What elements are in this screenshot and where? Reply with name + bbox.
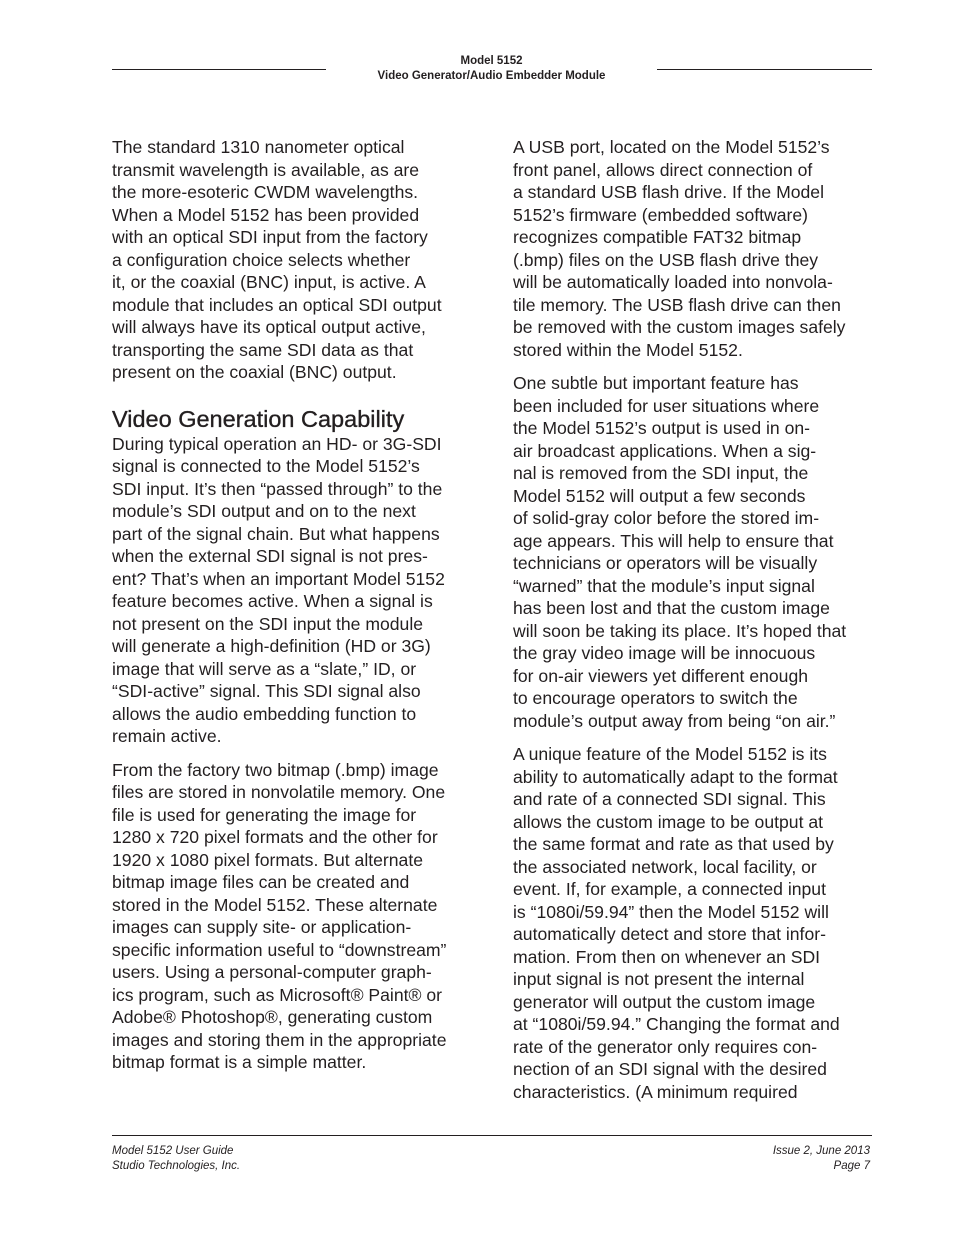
text-line: When a Model 5152 has been provided: [112, 204, 420, 225]
text-line: automatically detect and store that infor-: [513, 924, 826, 944]
text-line: rate of the generator only requires con-: [513, 1036, 818, 1057]
text-line: of solid-gray color before the stored im-: [513, 508, 820, 528]
right-column: [513, 136, 873, 1114]
text-line: “warned” that the module’s input signal: [513, 575, 815, 596]
text-line: front panel, allows direct connection of: [513, 159, 813, 180]
text-line: will generate a high-definition (HD or 3G): [112, 636, 431, 656]
text-line: Adobe® Photoshop®, generating custom: [112, 1007, 433, 1027]
text-line: characteristics. (A minimum required: [513, 1081, 798, 1102]
text-line: generator will output the custom image: [513, 991, 816, 1012]
text-line: remain active.: [112, 726, 222, 746]
text-line: ability to automatically adapt to the format: [513, 766, 838, 787]
text-line: nal is removed from the SDI input, the: [513, 463, 809, 483]
header-rule-right: [657, 69, 872, 70]
text-line: images can supply site- or application-: [112, 917, 412, 937]
intro-paragraph: [112, 136, 472, 384]
text-line: file is used for generating the image for: [112, 804, 417, 825]
footer-right: [773, 1144, 870, 1174]
text-line: module that includes an optical SDI output: [112, 294, 442, 315]
left-column: [112, 136, 472, 1085]
text-line: From the factory two bitmap (.bmp) image: [112, 759, 439, 780]
text-line: stored in the Model 5152. These alternate: [112, 894, 438, 915]
text-line: allows the custom image to be output at: [513, 811, 824, 832]
text-line: and rate of a connected SDI signal. This: [513, 789, 826, 809]
text-line: Model 5152 will output a few seconds: [513, 485, 806, 506]
text-line: The standard 1310 nanometer optical: [112, 137, 405, 157]
text-line: 1920 x 1080 pixel formats. But alternate: [112, 849, 424, 870]
usb-port-paragraph: [513, 136, 873, 361]
text-line: files are stored in nonvolatile memory. One: [112, 782, 446, 802]
text-line: is “1080i/59.94” then the Model 5152 will: [513, 901, 829, 922]
text-line: to encourage operators to switch the: [513, 688, 798, 708]
header-rule-left: [112, 69, 326, 70]
text-line: bitmap format is a simple matter.: [112, 1052, 367, 1072]
text-line: has been lost and that the custom image: [513, 598, 830, 618]
text-line: module’s output away from being “on air.”: [513, 710, 836, 731]
text-line: tile memory. The USB flash drive can then: [513, 294, 841, 315]
text-line: images and storing them in the appropriate: [112, 1029, 447, 1050]
text-line: a standard USB flash drive. If the Model: [513, 182, 824, 202]
text-line: input signal is not present the internal: [513, 969, 805, 989]
footer-rule: [112, 1135, 872, 1136]
text-line: at “1080i/59.94.” Changing the format and: [513, 1014, 840, 1034]
text-line: age appears. This will help to ensure that: [513, 530, 834, 551]
text-line: the Model 5152’s output is used in on-: [513, 418, 811, 438]
text-line: for on-air viewers yet different enough: [513, 665, 809, 686]
text-line: event. If, for example, a connected input: [513, 879, 826, 899]
text-line: recognizes compatible FAT32 bitmap: [513, 227, 802, 247]
section-heading: Video Generation Capability: [112, 405, 405, 432]
text-line: transmit wavelength is available, as are: [112, 159, 420, 180]
text-line: present on the coaxial (BNC) output.: [112, 362, 397, 382]
text-line: the associated network, local facility, or: [513, 856, 817, 877]
text-line: the gray video image will be innocuous: [513, 643, 816, 663]
text-line: when the external SDI signal is not pres-: [112, 546, 428, 566]
video-generation-paragraph-2: [112, 759, 472, 1074]
footer-issue: Issue 2, June 2013: [772, 1145, 870, 1157]
text-line: part of the signal chain. But what happens: [112, 523, 440, 544]
footer-company: Studio Technologies, Inc.: [112, 1160, 241, 1172]
text-line: the same format and rate as that used by: [513, 834, 834, 854]
text-line: allows the audio embedding function to: [112, 703, 417, 724]
text-line: ics program, such as Microsoft® Paint® or: [112, 984, 443, 1005]
text-line: air broadcast applications. When a sig-: [513, 440, 817, 461]
footer-guide-title: Model 5152 User Guide: [112, 1145, 234, 1157]
text-line: mation. From then on whenever an SDI: [513, 946, 821, 967]
text-line: been included for user situations where: [513, 395, 820, 416]
text-line: users. Using a personal-computer graph-: [112, 962, 432, 982]
header-subtitle: Video Generator/Audio Embedder Module: [377, 70, 606, 82]
text-line: module’s SDI output and on to the next: [112, 501, 416, 521]
text-line: ent? That’s when an important Model 5152: [112, 568, 445, 589]
text-line: signal is connected to the Model 5152’s: [112, 456, 420, 476]
text-line: One subtle but important feature has: [513, 373, 799, 393]
text-line: with an optical SDI input from the factory: [112, 227, 428, 247]
text-line: technicians or operators will be visually: [513, 553, 818, 573]
text-line: image that will serve as a “slate,” ID, or: [112, 658, 417, 679]
text-line: the more-esoteric CWDM wavelengths.: [112, 182, 419, 202]
text-line: will always have its optical output active,: [112, 317, 426, 337]
text-line: transporting the same SDI data as that: [112, 339, 414, 360]
text-line: a configuration choice selects whether: [112, 249, 411, 270]
text-line: nection of an SDI signal with the desired: [513, 1059, 827, 1079]
text-line: will soon be taking its place. It’s hoped that: [513, 620, 847, 641]
text-line: 5152’s firmware (embedded software): [513, 204, 808, 225]
text-line: “SDI-active” signal. This SDI signal also: [112, 681, 421, 701]
text-line: A USB port, located on the Model 5152’s: [513, 137, 830, 157]
text-line: SDI input. It’s then “passed through” to the: [112, 478, 443, 499]
footer-left: [112, 1144, 240, 1174]
text-line: During typical operation an HD- or 3G-SDI: [112, 433, 442, 454]
header-model: Model 5152: [460, 55, 523, 67]
gray-output-paragraph: [513, 372, 873, 732]
text-line: (.bmp) files on the USB flash drive they: [513, 249, 819, 270]
text-line: will be automatically loaded into nonvola-: [513, 272, 833, 292]
text-line: specific information useful to “downstream”: [112, 939, 447, 960]
text-line: stored within the Model 5152.: [513, 339, 743, 360]
text-line: A unique feature of the Model 5152 is its: [513, 744, 827, 764]
text-line: bitmap image files can be created and: [112, 872, 410, 892]
footer-page-number: Page 7: [833, 1160, 870, 1172]
text-line: it, or the coaxial (BNC) input, is active. A: [112, 272, 426, 292]
text-line: 1280 x 720 pixel formats and the other for: [112, 827, 438, 847]
text-line: be removed with the custom images safely: [513, 317, 846, 337]
text-line: feature becomes active. When a signal is: [112, 591, 433, 611]
text-line: not present on the SDI input the module: [112, 613, 424, 634]
running-header: [326, 54, 657, 84]
video-generation-paragraph-1: [112, 433, 472, 748]
format-adapt-paragraph: [513, 743, 873, 1103]
